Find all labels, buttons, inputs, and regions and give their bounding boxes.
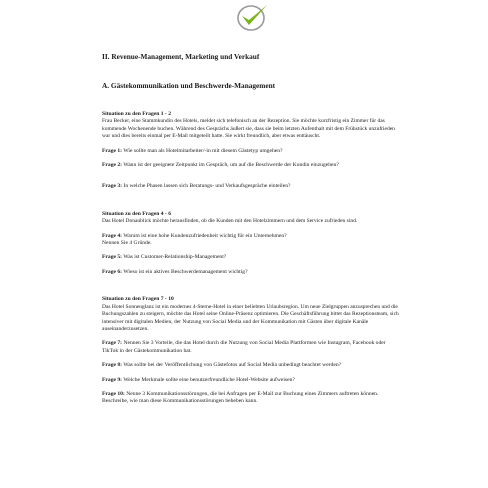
question-label: Frage 8: [102, 362, 123, 369]
question-label: Frage 9: [102, 376, 123, 383]
question-label: Frage 4: [102, 232, 123, 239]
question-5 [102, 254, 402, 261]
situation-text: Das Hotel Sonnenglanz ist ein modernes 4-Sterne-Hotel in einer beliebten Urlaubsregion. Um neue Zielgruppen anzusprechen und die Buchungszahlen zu steigern, möchte das Hotel seine Online-Präsenz optimieren. Die Geschäftsführung bittet das Rezeptionsteam, sich intensiver mit digitalen Medien, der Nutzung von Social Media und der Kommunikation mit Gästen über digitale Kanäle auseinanderzusetzen. [102, 303, 399, 332]
question-text: Nennen Sie 3 Vorteile, die das Hotel durch die Nutzung von Social Media Plattformen wie Instagram, Facebook oder TikTok in der Gästekommunikation hat. [102, 340, 386, 354]
question-label: Frage 7: [102, 340, 123, 347]
question-text: Was ist Customer-Relationship-Management? [123, 254, 227, 261]
question-10 [102, 391, 402, 406]
situation-block-2 [102, 211, 402, 226]
question-text: Nenne 3 Kommunikationsstörungen, die bei Anfragen per E-Mail zur Buchung eines Zimmers auftreten können. Beschreibe, wie man diese Kommunikationsstörungen beheben kann. [102, 390, 379, 405]
situation-block-3 [102, 296, 402, 333]
question-label: Frage 6: [102, 268, 123, 275]
situation-title: Situation zu den Fragen 1 - 2 [102, 111, 171, 117]
question-label: Frage 1: [102, 147, 123, 154]
question-text: Warum ist eine hohe Kundenzufriedenheit wichtig für ein Unternehmen? [123, 232, 287, 239]
question-extra: Nennen Sie 4 Gründe. [102, 240, 152, 247]
situation-text: Das Hotel Donaublick möchte herausfinden, ob die Kunden mit den Hotelzimmern und dem Service zufrieden sind. [102, 218, 358, 225]
section-heading: II. Revenue-Management, Marketing und Verkauf [102, 52, 260, 61]
question-text: In welche Phasen lassen sich Beratungs- und Verkaufsgespräche einteilen? [123, 183, 291, 190]
subsection-heading: A. Gästekommunikation und Beschwerde-Management [102, 81, 276, 90]
question-label: Frage 10: [102, 390, 125, 397]
question-3 [102, 183, 402, 190]
question-9 [102, 377, 402, 384]
question-label: Frage 5: [102, 254, 123, 261]
situation-block-1 [102, 111, 402, 141]
question-text: Wie sollte man als Hotelmitarbeiter/-in mit diesem Gästetyp umgehen? [123, 147, 283, 154]
question-text: Welche Merkmale sollte eine benutzerfreundliche Hotel-Website aufweisen? [123, 376, 295, 383]
situation-title: Situation zu den Fragen 7 - 10 [102, 296, 174, 303]
question-label: Frage 3: [102, 183, 123, 190]
question-6 [102, 269, 402, 276]
question-2 [102, 162, 402, 169]
document-body [102, 52, 402, 406]
question-4 [102, 233, 402, 248]
situation-text: Frau Becker, eine Stammkundin des Hotels, meldet sich telefonisch an der Rezeption. Sie möchte kurzfristig ein Zimmer für das kommende Wochenende buchen. Während des Gesprächs äußert sie, dass sie beim letzten Aufenthalt mit dem Frühstück unzufrieden war und dies bereits einmal per E-Mail mitgeteilt hatte. Sie wirkt freundlich, aber etwas enttäuscht. [102, 118, 395, 140]
checkmark-icon [234, 2, 270, 32]
question-8 [102, 362, 402, 369]
question-label: Frage 2: [102, 162, 123, 169]
question-1 [102, 148, 402, 155]
question-7 [102, 340, 402, 355]
question-text: Was sollte bei der Veröffentlichung von Gästefotos auf Social Media unbedingt beachtet werden? [123, 362, 342, 369]
situation-title: Situation zu den Fragen 4 - 6 [102, 210, 171, 217]
question-text: Wann ist der geeignete Zeitpunkt im Gespräch, um auf die Beschwerde der Kundin einzugehen? [123, 162, 339, 169]
question-text: Wieso ist ein aktives Beschwerdemanagement wichtig? [123, 268, 248, 275]
